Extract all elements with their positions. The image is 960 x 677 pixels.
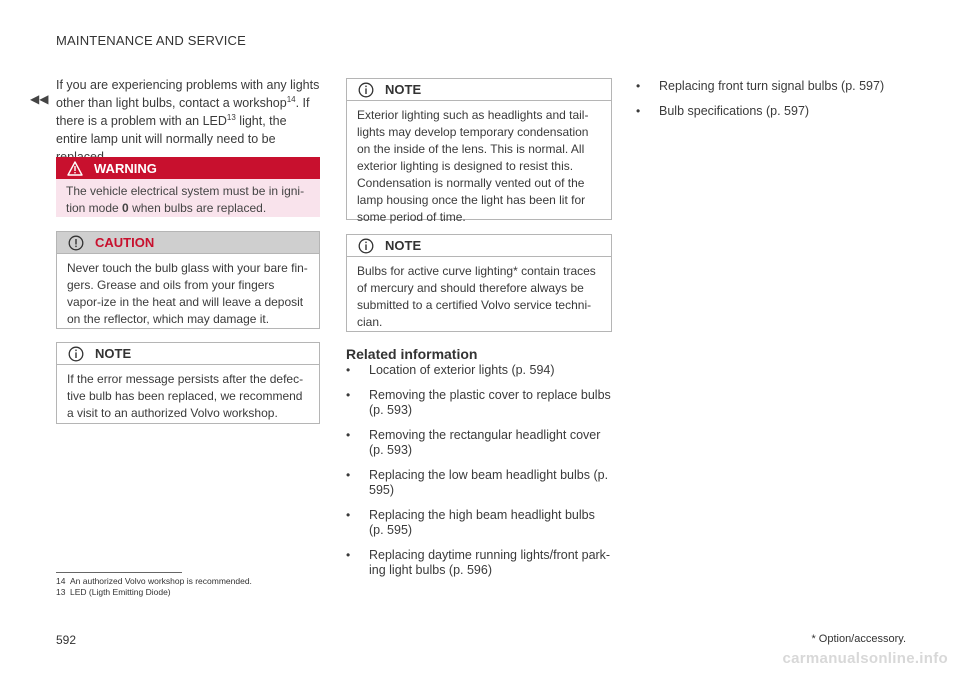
bullet: •	[346, 428, 351, 442]
note-text-3: Bulbs for active curve lighting* contain traces of mercury and should therefore always be submitted to a certified Volvo service techni-cian.	[357, 264, 596, 329]
bullet: •	[346, 508, 351, 522]
footnote-13: 13 LED (Ligth Emitting Diode)	[56, 587, 171, 597]
related-link-rectangular-cover[interactable]: • Removing the rectangular headlight cover (p. 593)	[346, 428, 601, 457]
related-link-daytime-running-lights[interactable]: • Replacing daytime running lights/front park-ing light bulbs (p. 596)	[346, 548, 611, 577]
bullet: •	[346, 388, 351, 402]
note-header-1	[57, 343, 319, 365]
info-circle-icon	[67, 345, 85, 363]
warning-label: WARNING	[94, 160, 157, 176]
note-text-2: Exterior lighting such as headlights and tail-lights may develop temporary condensation on the inside of the lens. This is normal. All exterior lighting is designed to resist this. Condensation is normally vented out of the lamp housing once the light has been lit for some period of time.	[357, 108, 589, 224]
related-information-heading: Related information	[346, 346, 478, 362]
bullet: •	[346, 548, 351, 562]
caution-header	[57, 232, 319, 254]
note-box-3	[346, 234, 612, 332]
bullet: •	[636, 104, 641, 118]
footnote-rule	[56, 572, 182, 573]
note-label-2: NOTE	[385, 82, 422, 97]
caution-text: Never touch the bulb glass with your bare fin-gers. Grease and oils from your fingers vapor-ize in the heat and will leave a deposit on the reflector, which may damage it.	[67, 261, 308, 326]
exclamation-circle-icon	[67, 234, 85, 252]
related-links-list-continued	[636, 79, 906, 129]
caution-box	[56, 231, 320, 329]
related-link-turn-signal[interactable]: • Replacing front turn signal bulbs (p. 597)	[636, 79, 885, 93]
option-accessory-note: * Option/accessory.	[811, 633, 906, 645]
note-header-3	[347, 235, 611, 257]
footnote-ref-13[interactable]: 13	[226, 112, 236, 122]
related-link-exterior-lights[interactable]: • Location of exterior lights (p. 594)	[346, 363, 555, 377]
footnote-ref-14[interactable]: 14	[286, 94, 296, 104]
warning-header	[56, 157, 320, 179]
related-link-bulb-specifications[interactable]: • Bulb specifications (p. 597)	[636, 104, 810, 118]
page-number: 592	[56, 633, 77, 647]
note-label-3: NOTE	[385, 238, 422, 253]
info-circle-icon	[357, 237, 375, 255]
note-header-2	[347, 79, 611, 101]
section-title: MAINTENANCE AND SERVICE	[56, 33, 247, 48]
intro-paragraph: If you are experiencing problems with any lights other than light bulbs, contact a workshop$^{14}$. If there is a problem with an LED$^{13}$ light, the entire lamp unit will normally need to be	[56, 78, 320, 146]
related-link-low-beam[interactable]: • Replacing the low beam headlight bulbs (p. 595)	[346, 468, 609, 497]
bullet: •	[346, 363, 351, 377]
bullet: •	[346, 468, 351, 482]
related-link-high-beam[interactable]: • Replacing the high beam headlight bulbs (p. 595)	[346, 508, 595, 537]
watermark: carmanualsonline.info	[782, 650, 948, 667]
related-link-plastic-cover[interactable]: • Removing the plastic cover to replace bulbs (p. 593)	[346, 388, 611, 417]
footnote-14: 14 An authorized Volvo workshop is recommended.	[56, 576, 252, 586]
note-box-1	[56, 342, 320, 424]
warning-triangle-icon	[66, 159, 84, 177]
back-arrows-icon[interactable]: ◀◀	[30, 92, 49, 106]
info-circle-icon	[357, 81, 375, 99]
bullet: •	[636, 79, 641, 93]
related-links-list	[346, 363, 612, 588]
note-box-2	[346, 78, 612, 224]
note-text-1: If the error message persists after the defec-tive bulb has been replaced, we recommend a visit to an authorized Volvo workshop.	[67, 372, 304, 420]
note-label-1: NOTE	[95, 346, 132, 361]
warning-box	[56, 157, 320, 217]
caution-label: CAUTION	[95, 235, 155, 250]
ignition-mode: 0	[122, 201, 129, 215]
warning-text: The vehicle electrical system must be in igni-tion mode 0 when bulbs are replaced.	[66, 184, 305, 215]
